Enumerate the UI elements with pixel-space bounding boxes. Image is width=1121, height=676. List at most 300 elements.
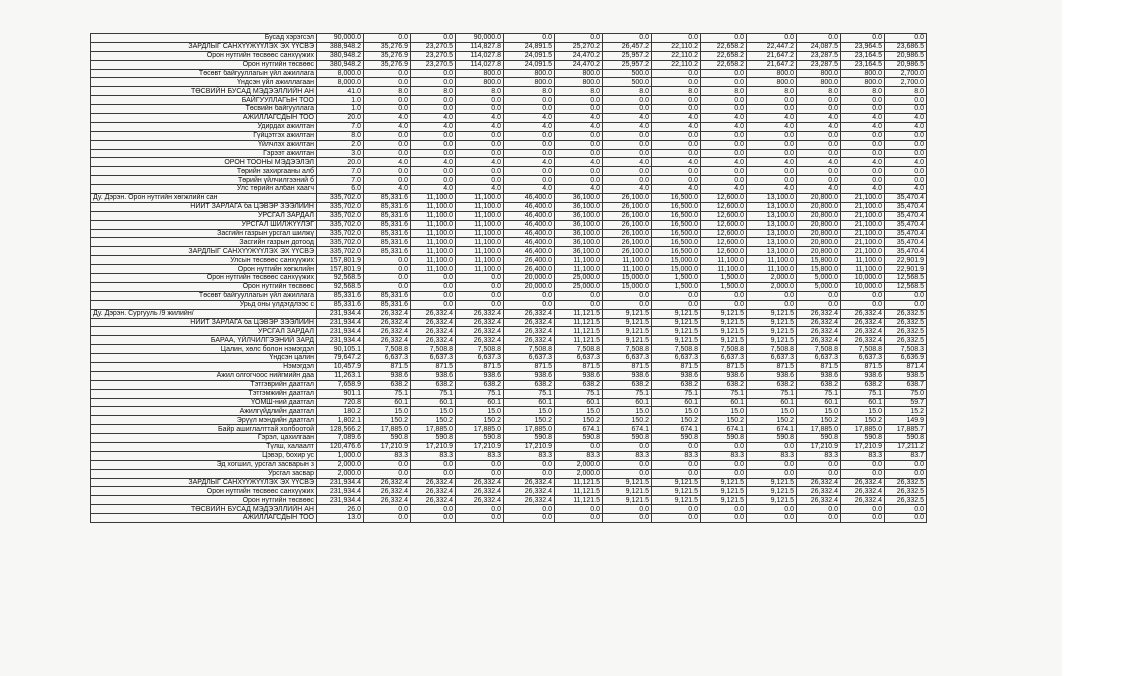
table-cell: 26,100.0 — [603, 211, 652, 220]
table-cell: 26,332.4 — [504, 336, 555, 345]
table-cell: 0.0 — [885, 291, 927, 300]
table-cell: 0.0 — [885, 469, 927, 478]
table-cell: 11,100.0 — [411, 202, 456, 211]
table-cell: 35,276.9 — [364, 42, 411, 51]
table-cell: 590.8 — [797, 434, 841, 443]
table-cell: 13.0 — [317, 514, 364, 523]
table-cell: 24,087.5 — [797, 42, 841, 51]
table-cell: 1,000.0 — [317, 451, 364, 460]
table-cell: 0.0 — [652, 131, 701, 140]
table-cell: 0.0 — [701, 469, 747, 478]
table-cell: 26,332.4 — [411, 327, 456, 336]
table-cell: 15,800.0 — [797, 256, 841, 265]
table-cell: 85,331.6 — [317, 300, 364, 309]
row-label: Ду. Дэрэн. Орон нутгийн хөгжлийн сан — [91, 194, 317, 203]
table-cell: 590.8 — [652, 434, 701, 443]
table-cell: 12,600.0 — [701, 211, 747, 220]
table-cell: 11,121.5 — [555, 309, 603, 318]
table-cell: 23,270.5 — [411, 42, 456, 51]
table-cell: 26,332.4 — [364, 318, 411, 327]
table-cell: 9,121.5 — [652, 336, 701, 345]
table-cell: 0.0 — [364, 256, 411, 265]
row-label: Төрийн захиргааны алб — [91, 167, 317, 176]
table-cell: 11,121.5 — [555, 327, 603, 336]
table-row — [91, 69, 927, 78]
table-cell: 6,637.3 — [456, 354, 504, 363]
table-cell: 871.5 — [701, 362, 747, 371]
table-cell: 1,500.0 — [701, 282, 747, 291]
table-row — [91, 354, 927, 363]
table-cell: 7,508.8 — [797, 345, 841, 354]
table-cell: 92,568.5 — [317, 274, 364, 283]
row-label: БАРАА, ҮЙЛЧИЛГЭЭНИЙ ЗАРД — [91, 336, 317, 345]
table-cell: 26,332.4 — [504, 318, 555, 327]
table-cell: 0.0 — [411, 131, 456, 140]
table-cell: 2,000.0 — [747, 282, 797, 291]
table-cell: 638.2 — [504, 380, 555, 389]
table-row — [91, 274, 927, 283]
table-cell: 0.0 — [841, 460, 885, 469]
table-cell: 938.5 — [885, 371, 927, 380]
table-cell: 0.0 — [555, 149, 603, 158]
table-cell: 85,331.6 — [364, 211, 411, 220]
table-cell: 0.0 — [411, 140, 456, 149]
table-cell: 6,637.3 — [701, 354, 747, 363]
row-label: Удирдах ажилтан — [91, 122, 317, 131]
table-cell: 11,100.0 — [747, 256, 797, 265]
table-cell: 11,100.0 — [411, 194, 456, 203]
table-cell: 1,500.0 — [652, 274, 701, 283]
table-cell: 60.1 — [701, 398, 747, 407]
table-cell: 9,121.5 — [603, 318, 652, 327]
table-cell: 4.0 — [555, 114, 603, 123]
table-cell: 4.0 — [747, 185, 797, 194]
table-cell: 16,500.0 — [652, 202, 701, 211]
budget-table-body — [91, 34, 927, 523]
table-cell: 26,100.0 — [603, 229, 652, 238]
table-cell: 0.0 — [456, 282, 504, 291]
table-cell: 0.0 — [456, 469, 504, 478]
table-cell: 8,000.0 — [317, 78, 364, 87]
table-cell: 85,331.6 — [364, 202, 411, 211]
table-row — [91, 220, 927, 229]
table-cell: 0.0 — [841, 176, 885, 185]
table-cell: 11,100.0 — [456, 194, 504, 203]
table-cell: 0.0 — [841, 300, 885, 309]
table-cell: 85,331.6 — [364, 194, 411, 203]
table-cell: 150.2 — [456, 416, 504, 425]
table-cell: 1,500.0 — [652, 282, 701, 291]
table-cell: 8.0 — [456, 87, 504, 96]
row-label: Гүйцэтгэх ажилтан — [91, 131, 317, 140]
row-label: Ажил олгогчоос нийгмийн даа — [91, 371, 317, 380]
table-cell: 13,100.0 — [747, 211, 797, 220]
table-cell: 674.1 — [652, 425, 701, 434]
table-cell: 46,400.0 — [504, 229, 555, 238]
table-cell: 16,500.0 — [652, 194, 701, 203]
table-cell: 26,332.4 — [411, 496, 456, 505]
table-cell: 231,934.4 — [317, 496, 364, 505]
table-cell: 638.2 — [555, 380, 603, 389]
table-cell: 0.0 — [456, 514, 504, 523]
table-cell: 0.0 — [555, 176, 603, 185]
table-cell: 0.0 — [652, 149, 701, 158]
table-cell: 4.0 — [456, 158, 504, 167]
row-label: Байр ашиглалттай холбоотой — [91, 425, 317, 434]
table-cell: 9,121.5 — [701, 327, 747, 336]
table-cell: 4.0 — [652, 185, 701, 194]
table-cell: 0.0 — [504, 140, 555, 149]
table-cell: 21,100.0 — [841, 220, 885, 229]
table-cell: 35,276.9 — [364, 51, 411, 60]
table-cell: 114,027.8 — [456, 51, 504, 60]
table-row — [91, 362, 927, 371]
table-cell: 15.0 — [797, 407, 841, 416]
table-cell: 11,100.0 — [456, 265, 504, 274]
table-cell: 7.0 — [317, 122, 364, 131]
table-cell: 15,000.0 — [603, 274, 652, 283]
table-row — [91, 496, 927, 505]
table-cell: 0.0 — [456, 167, 504, 176]
table-cell: 7,508.8 — [841, 345, 885, 354]
table-row — [91, 407, 927, 416]
table-cell: 23,164.5 — [841, 51, 885, 60]
table-cell: 46,400.0 — [504, 202, 555, 211]
table-cell: 4.0 — [555, 122, 603, 131]
table-cell: 11,100.0 — [456, 256, 504, 265]
table-cell: 22,658.2 — [701, 51, 747, 60]
table-cell: 11,121.5 — [555, 487, 603, 496]
table-cell: 0.0 — [701, 140, 747, 149]
table-cell: 9,121.5 — [603, 487, 652, 496]
table-cell: 4.0 — [885, 122, 927, 131]
row-label: Гэрэл, цахилгаан — [91, 434, 317, 443]
table-cell: 335,702.0 — [317, 238, 364, 247]
table-cell: 20,800.0 — [797, 202, 841, 211]
table-cell: 9,121.5 — [701, 478, 747, 487]
table-cell: 75.0 — [885, 389, 927, 398]
table-cell: 7,508.8 — [364, 345, 411, 354]
table-cell: 0.0 — [456, 505, 504, 514]
table-cell: 26,332.4 — [841, 327, 885, 336]
table-cell: 0.0 — [747, 514, 797, 523]
table-cell: 4.0 — [504, 114, 555, 123]
table-cell: 0.0 — [456, 274, 504, 283]
table-row — [91, 425, 927, 434]
table-cell: 11,100.0 — [411, 247, 456, 256]
table-cell: 26,400.0 — [504, 265, 555, 274]
table-cell: 12,568.5 — [885, 282, 927, 291]
table-cell: 871.5 — [747, 362, 797, 371]
table-cell: 590.8 — [885, 434, 927, 443]
table-cell: 0.0 — [411, 274, 456, 283]
table-cell: 4.0 — [603, 158, 652, 167]
table-cell: 0.0 — [504, 149, 555, 158]
table-cell: 157,801.9 — [317, 256, 364, 265]
budget-table — [90, 33, 927, 523]
table-cell: 23,270.5 — [411, 51, 456, 60]
table-cell: 22,658.2 — [701, 60, 747, 69]
table-cell: 8.0 — [364, 87, 411, 96]
table-cell: 17,885.0 — [456, 425, 504, 434]
table-cell: 0.0 — [364, 167, 411, 176]
table-cell: 2.0 — [317, 140, 364, 149]
table-cell: 4.0 — [797, 114, 841, 123]
table-cell: 0.0 — [885, 140, 927, 149]
table-cell: 150.2 — [364, 416, 411, 425]
table-cell: 83.3 — [841, 451, 885, 460]
table-cell: 335,702.0 — [317, 202, 364, 211]
table-cell: 0.0 — [504, 96, 555, 105]
table-cell: 4.0 — [456, 114, 504, 123]
table-cell: 9,121.5 — [747, 487, 797, 496]
table-cell: 21,647.2 — [747, 51, 797, 60]
table-cell: 60.1 — [797, 398, 841, 407]
table-cell: 120,476.6 — [317, 442, 364, 451]
table-cell: 938.6 — [701, 371, 747, 380]
table-cell: 0.0 — [504, 167, 555, 176]
table-cell: 0.0 — [747, 176, 797, 185]
table-cell: 0.0 — [885, 34, 927, 43]
table-cell: 11,100.0 — [603, 256, 652, 265]
row-label: Орон нутгийн төсвөөс — [91, 60, 317, 69]
table-cell: 231,934.4 — [317, 318, 364, 327]
table-cell: 15,000.0 — [652, 256, 701, 265]
table-cell: 4.0 — [364, 122, 411, 131]
table-row — [91, 380, 927, 389]
table-cell: 22,901.9 — [885, 265, 927, 274]
table-cell: 85,331.6 — [317, 291, 364, 300]
table-cell: 75.1 — [364, 389, 411, 398]
table-cell: 26,332.4 — [797, 336, 841, 345]
table-cell: 26,332.4 — [797, 478, 841, 487]
table-cell: 0.0 — [603, 469, 652, 478]
table-cell: 0.0 — [701, 78, 747, 87]
table-cell: 35,470.4 — [885, 220, 927, 229]
table-cell: 9,121.5 — [747, 327, 797, 336]
table-cell: 9,121.5 — [747, 318, 797, 327]
row-label: Түлш, халаалт — [91, 442, 317, 451]
table-cell: 0.0 — [504, 514, 555, 523]
table-cell: 157,801.9 — [317, 265, 364, 274]
table-row — [91, 256, 927, 265]
table-cell: 20.0 — [317, 158, 364, 167]
table-cell: 335,702.0 — [317, 220, 364, 229]
table-cell: 9,121.5 — [603, 327, 652, 336]
table-cell: 0.0 — [411, 149, 456, 158]
table-cell: 12,600.0 — [701, 229, 747, 238]
row-label: УРСГАЛ ЗАРДАЛ — [91, 211, 317, 220]
table-cell: 0.0 — [364, 69, 411, 78]
table-cell: 0.0 — [364, 176, 411, 185]
table-cell: 590.8 — [504, 434, 555, 443]
row-label: НИЙТ ЗАРЛАГА ба ЦЭВЭР ЗЭЭЛИЙН — [91, 202, 317, 211]
table-cell: 24,091.5 — [504, 60, 555, 69]
table-cell: 23,686.5 — [885, 42, 927, 51]
table-cell: 0.0 — [652, 140, 701, 149]
table-cell: 11,121.5 — [555, 496, 603, 505]
table-cell: 26,332.4 — [841, 487, 885, 496]
table-row — [91, 505, 927, 514]
table-cell: 26,332.4 — [841, 496, 885, 505]
table-cell: 4.0 — [603, 122, 652, 131]
table-cell: 4.0 — [411, 114, 456, 123]
table-cell: 0.0 — [747, 300, 797, 309]
table-cell: 2,000.0 — [747, 274, 797, 283]
table-cell: 0.0 — [841, 291, 885, 300]
row-label: Эрүүл мэндийн даатгал — [91, 416, 317, 425]
table-cell: 83.3 — [652, 451, 701, 460]
table-cell: 26,332.4 — [504, 309, 555, 318]
table-cell: 0.0 — [841, 140, 885, 149]
table-row — [91, 140, 927, 149]
table-cell: 20,000.0 — [504, 274, 555, 283]
table-cell: 800.0 — [841, 78, 885, 87]
table-cell: 75.1 — [797, 389, 841, 398]
table-cell: 8.0 — [885, 87, 927, 96]
table-cell: 2,000.0 — [317, 460, 364, 469]
table-cell: 46,400.0 — [504, 220, 555, 229]
table-cell: 0.0 — [603, 167, 652, 176]
table-row — [91, 78, 927, 87]
table-cell: 60.1 — [652, 398, 701, 407]
table-cell: 20,986.5 — [885, 60, 927, 69]
table-cell: 590.8 — [701, 434, 747, 443]
table-cell: 11,121.5 — [555, 318, 603, 327]
table-cell: 15.0 — [652, 407, 701, 416]
table-cell: 0.0 — [841, 167, 885, 176]
table-cell: 21,647.2 — [747, 60, 797, 69]
table-cell: 0.0 — [747, 34, 797, 43]
table-cell: 7.0 — [317, 167, 364, 176]
row-label: Засгийн газрын дотоод — [91, 238, 317, 247]
table-cell: 26,332.4 — [504, 487, 555, 496]
row-label: Төсөвт байгууллагын үйл ажиллага — [91, 291, 317, 300]
table-row — [91, 265, 927, 274]
table-cell: 75.1 — [603, 389, 652, 398]
table-cell: 8.0 — [555, 87, 603, 96]
table-cell: 20,800.0 — [797, 247, 841, 256]
table-cell: 2,000.0 — [317, 469, 364, 478]
table-cell: 15.0 — [411, 407, 456, 416]
table-cell: 17,885.0 — [504, 425, 555, 434]
table-cell: 0.0 — [411, 300, 456, 309]
row-label: ТӨСВИЙН БУСАД МЭДЭЭЛЛИЙН АН — [91, 87, 317, 96]
table-cell: 0.0 — [456, 105, 504, 114]
table-cell: 90,000.0 — [317, 34, 364, 43]
table-cell: 46,400.0 — [504, 194, 555, 203]
table-cell: 26.0 — [317, 505, 364, 514]
table-cell: 26,332.4 — [364, 487, 411, 496]
table-cell: 35,470.4 — [885, 211, 927, 220]
table-cell: 800.0 — [504, 78, 555, 87]
table-cell: 0.0 — [701, 69, 747, 78]
table-cell: 23,270.5 — [411, 60, 456, 69]
table-cell: 15.0 — [456, 407, 504, 416]
table-cell: 0.0 — [747, 140, 797, 149]
table-cell: 7,508.8 — [603, 345, 652, 354]
table-cell: 15,000.0 — [603, 282, 652, 291]
table-cell: 46,400.0 — [504, 247, 555, 256]
table-cell: 11,100.0 — [411, 211, 456, 220]
table-cell: 26,332.4 — [364, 478, 411, 487]
table-cell: 36,100.0 — [555, 211, 603, 220]
table-cell: 871.5 — [603, 362, 652, 371]
table-cell: 20,800.0 — [797, 194, 841, 203]
table-cell: 0.0 — [797, 514, 841, 523]
table-cell: 92,568.5 — [317, 282, 364, 291]
table-cell: 26,332.5 — [885, 487, 927, 496]
table-cell: 12,600.0 — [701, 220, 747, 229]
table-cell: 0.0 — [603, 460, 652, 469]
row-label: Тэтгэмжийн даатгал — [91, 389, 317, 398]
table-cell: 0.0 — [411, 514, 456, 523]
table-cell: 0.0 — [456, 460, 504, 469]
table-cell: 26,332.4 — [411, 478, 456, 487]
table-cell: 21,100.0 — [841, 211, 885, 220]
table-cell: 24,891.5 — [504, 42, 555, 51]
table-cell: 9,121.5 — [747, 336, 797, 345]
table-cell: 17,210.9 — [797, 442, 841, 451]
table-cell: 11,100.0 — [456, 220, 504, 229]
table-cell: 4.0 — [364, 158, 411, 167]
table-cell: 0.0 — [701, 105, 747, 114]
table-cell: 0.0 — [504, 176, 555, 185]
table-row — [91, 87, 927, 96]
table-cell: 0.0 — [885, 460, 927, 469]
table-cell: 26,332.4 — [364, 327, 411, 336]
table-row — [91, 318, 927, 327]
table-cell: 938.6 — [504, 371, 555, 380]
row-label: Засгийн газрын урсгал шилжү — [91, 229, 317, 238]
table-row — [91, 131, 927, 140]
table-cell: 6,637.3 — [364, 354, 411, 363]
table-cell: 46,400.0 — [504, 238, 555, 247]
table-cell: 11,100.0 — [456, 238, 504, 247]
table-cell: 4.0 — [364, 114, 411, 123]
table-cell: 20,800.0 — [797, 238, 841, 247]
table-cell: 0.0 — [841, 105, 885, 114]
table-cell: 0.0 — [652, 291, 701, 300]
table-cell: 0.0 — [652, 514, 701, 523]
table-cell: 36,100.0 — [555, 238, 603, 247]
table-cell: 0.0 — [652, 96, 701, 105]
table-row — [91, 469, 927, 478]
table-cell: 0.0 — [652, 176, 701, 185]
table-cell: 11,100.0 — [411, 256, 456, 265]
table-cell: 0.0 — [841, 34, 885, 43]
table-row — [91, 451, 927, 460]
table-cell: 26,332.4 — [504, 327, 555, 336]
table-cell: 0.0 — [411, 291, 456, 300]
table-cell: 17,885.0 — [841, 425, 885, 434]
table-cell: 0.0 — [797, 96, 841, 105]
table-cell: 4.0 — [652, 114, 701, 123]
table-cell: 17,210.9 — [364, 442, 411, 451]
table-cell: 0.0 — [701, 442, 747, 451]
table-cell: 800.0 — [747, 69, 797, 78]
table-cell: 800.0 — [504, 69, 555, 78]
table-cell: 1.0 — [317, 96, 364, 105]
table-cell: 26,100.0 — [603, 220, 652, 229]
row-label: НИЙТ ЗАРЛАГА ба ЦЭВЭР ЗЭЭЛИЙН — [91, 318, 317, 327]
table-cell: 0.0 — [797, 505, 841, 514]
table-row — [91, 371, 927, 380]
table-cell: 638.2 — [841, 380, 885, 389]
table-cell: 7,658.9 — [317, 380, 364, 389]
table-cell: 4.0 — [504, 158, 555, 167]
table-cell: 7.0 — [317, 176, 364, 185]
